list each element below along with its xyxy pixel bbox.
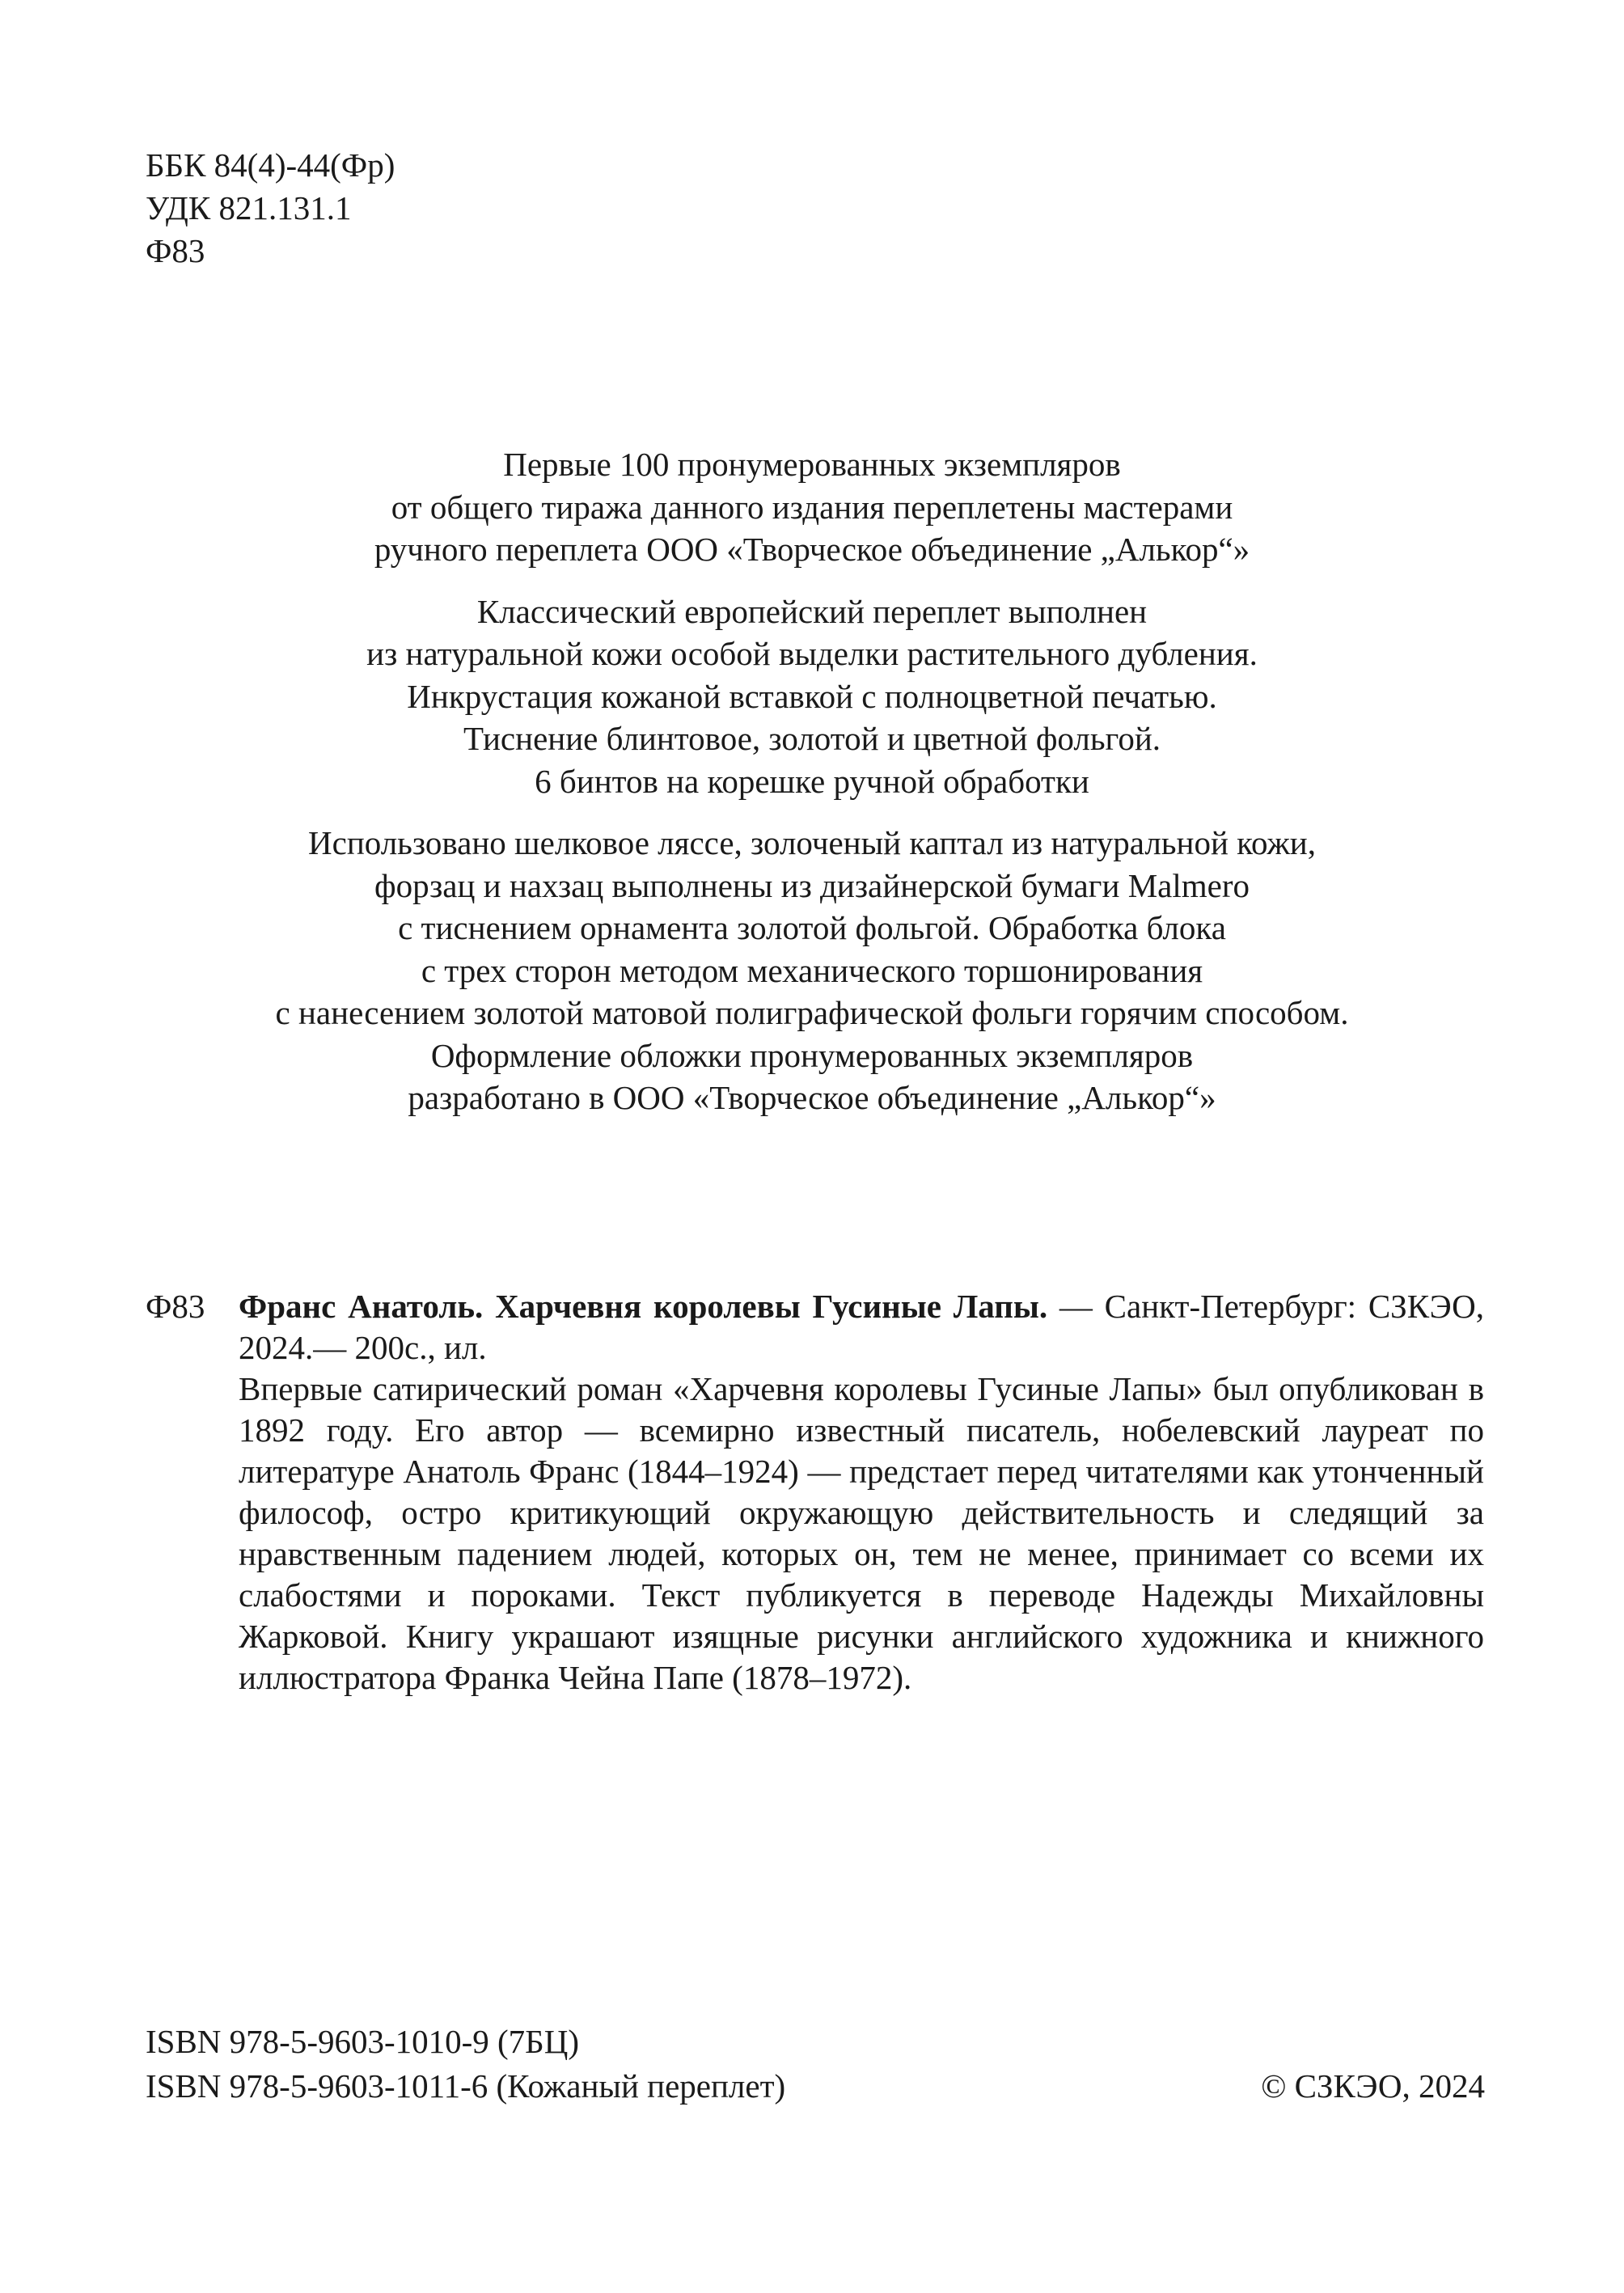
udk-code: УДК 821.131.1 [146,189,352,226]
edition-paragraph-materials [146,822,1478,1119]
edition-line: с тиснением орнамента золотой фольгой. Обработка блока [398,909,1226,946]
bbk-code: ББК 84(4)-44(Фр) [146,146,395,184]
book-title: Франс Анатоль. Харчевня королевы Гусиные Лапы. [239,1288,1048,1325]
edition-line: Классический европейский переплет выполнен [476,592,1148,630]
edition-line: из натуральной кожи особой выделки растительного дубления. [366,635,1258,672]
copyright-notice: © СЗКЭО, 2024 [1261,2067,1485,2105]
edition-line: Тиснение блинтовое, золотой и цветной фольгой. [463,720,1161,757]
edition-line: Оформление обложки пронумерованных экземпляров [430,1036,1194,1074]
edition-line: форзац и нахзац выполнены из дизайнерской бумаги Malmero [374,866,1250,904]
annotation-body [239,1286,1484,1699]
classification-codes [146,144,395,273]
edition-notes [146,443,1478,1119]
book-summary: Впервые сатирический роман «Харчевня королевы Гусиные Лапы» был опубликован в 1892 году. Его автор — всемирно известный писатель, нобелевский лауреат по литературе Анатоль Франс (1844–1924) — предстает перед читателями как утонченный философ, остро критикующий окружающую действительность и следящий за нравственным падением людей, которых он, тем не менее, принимает со всеми их слабостями и пороками. Текст публикуется в переводе Надежды Михайловны Жарковой. Книгу украшают изящные рисунки английского художника и книжного иллюстратора Франка Чейна Папе (1878–1972). [239,1370,1484,1696]
edition-line: с трех сторон методом механического торшонирования [421,951,1203,989]
edition-line: с нанесением золотой матовой полиграфической фольги горячим способом. [275,994,1349,1031]
annotation-block [146,1286,1484,1699]
edition-line: разработано в ООО «Творческое объединение „Алькор“» [408,1079,1216,1116]
edition-line: 6 бинтов на корешке ручной обработки [535,762,1089,800]
edition-paragraph-numbered-copies [146,443,1478,571]
isbn-line: ISBN 978-5-9603-1010-9 (7БЦ) [146,2023,579,2060]
edition-line: Первые 100 пронумерованных экземпляров [503,446,1121,483]
edition-paragraph-binding [146,590,1478,803]
annotation-author-mark: Ф83 [146,1288,205,1325]
publication-details: — Санкт-Петербург: СЗКЭО, 2024.— 200с., ил. [239,1288,1484,1366]
isbn-block [146,2020,785,2109]
bibliographic-entry [239,1286,1484,1369]
isbn-line: ISBN 978-5-9603-1011-6 (Кожаный переплет) [146,2067,786,2105]
edition-line: от общего тиража данного издания переплетены мастерами [391,488,1233,526]
edition-line: ручного переплета ООО «Творческое объединение „Алькор“» [374,531,1250,568]
author-mark: Ф83 [146,232,205,269]
edition-line: Инкрустация кожаной вставкой с полноцветной печатью. [407,677,1217,715]
edition-line: Использовано шелковое ляссе, золоченый каптал из натуральной кожи, [308,824,1316,861]
